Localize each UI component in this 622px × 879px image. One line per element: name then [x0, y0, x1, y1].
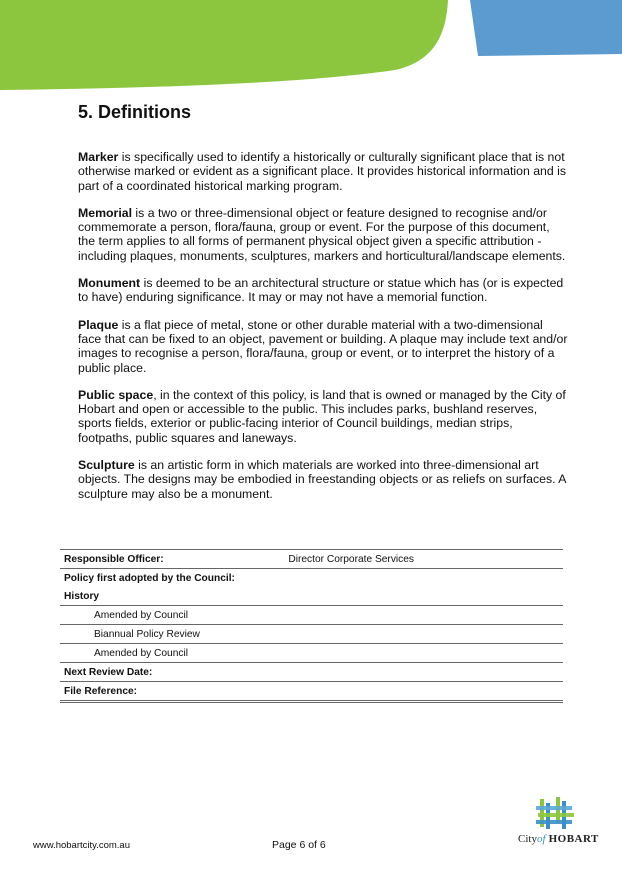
definition-marker: [78, 150, 568, 193]
header-green-band: [0, 0, 448, 90]
next-review-label: Next Review Date:: [60, 663, 563, 682]
header-blue-band: [470, 0, 622, 56]
logo-wordmark: [518, 833, 599, 845]
definition-text: is a flat piece of metal, stone or other durable material with a two-dimensional face that can be fixed to an object, pavement or building. A plaque may include text and/or images to recognise a person, flora/fauna, group or event, or to interpret the history of a public place.: [78, 317, 568, 375]
definition-term: Memorial: [78, 205, 132, 220]
history-item: Biannual Policy Review: [60, 625, 563, 644]
definition-term: Plaque: [78, 317, 119, 332]
history-label: History: [60, 587, 563, 606]
definition-term: Monument: [78, 276, 141, 291]
hobart-logo-icon: [536, 795, 576, 831]
table-row: [60, 663, 563, 682]
logo-hobart: HOBART: [548, 833, 599, 845]
responsible-officer-label: Responsible Officer:: [60, 550, 284, 569]
header-banner: [0, 0, 622, 100]
history-item: Amended by Council: [60, 644, 563, 663]
policy-details-table: [60, 549, 563, 703]
definition-text: is a two or three-dimensional object or feature designed to recognise and/or commemorate a person, flora/fauna, group or event. For the purpose of this document, the term applies to all forms of permanent physical object given a specific attribution - including plaques, monuments, sculptures, markers and horticultural/landscape elements.: [78, 205, 566, 263]
responsible-officer-value: Director Corporate Services: [284, 550, 563, 569]
table-row: [60, 682, 563, 702]
definition-sculpture: [78, 458, 568, 501]
logo-of: of: [536, 833, 546, 845]
definition-text: , in the context of this policy, is land that is owned or managed by the City of Hobart and open or accessible to the public. This includes parks, bushland reserves, sports fields, exterior or public-facing interior of Council buildings, median strips, footpaths, public squares and laneways.: [78, 387, 566, 445]
table-row: [60, 644, 563, 663]
page-heading: 5. Definitions: [78, 102, 192, 122]
logo-city: City: [518, 833, 537, 845]
table-row: [60, 606, 563, 625]
table-row: [60, 587, 563, 606]
table-row: [60, 550, 563, 569]
definitions-list: [78, 150, 568, 514]
footer-url: www.hobartcity.com.au: [33, 840, 130, 851]
definition-term: Marker: [78, 150, 119, 164]
table-row: [60, 625, 563, 644]
first-adopted-label: Policy first adopted by the Council:: [64, 572, 235, 584]
definition-monument: [78, 276, 568, 305]
definition-plaque: [78, 318, 568, 375]
page-number: Page 6 of 6: [272, 839, 326, 851]
city-of-hobart-logo: [514, 795, 599, 851]
definition-memorial: [78, 206, 568, 263]
definition-text: is specifically used to identify a historically or culturally significant place that is not otherwise marked or evident as a significant place. It provides historical information and is part of a coordinated historical marking program.: [78, 150, 567, 193]
file-reference-label: File Reference:: [60, 682, 563, 702]
definition-term: Public space: [78, 387, 154, 402]
definition-public-space: [78, 388, 568, 445]
definition-text: is an artistic form in which materials are worked into three-dimensional art objects. The designs may be embodied in freestanding objects or as reliefs on surfaces. A sculpture may also be a monument.: [78, 458, 566, 501]
table-row: [60, 569, 563, 588]
definition-text: is deemed to be an architectural structure or statue which has (or is expected to have) enduring significance. It may or may not have a memorial function.: [78, 276, 564, 305]
definition-term: Sculpture: [78, 458, 135, 473]
history-item: Amended by Council: [60, 606, 563, 625]
